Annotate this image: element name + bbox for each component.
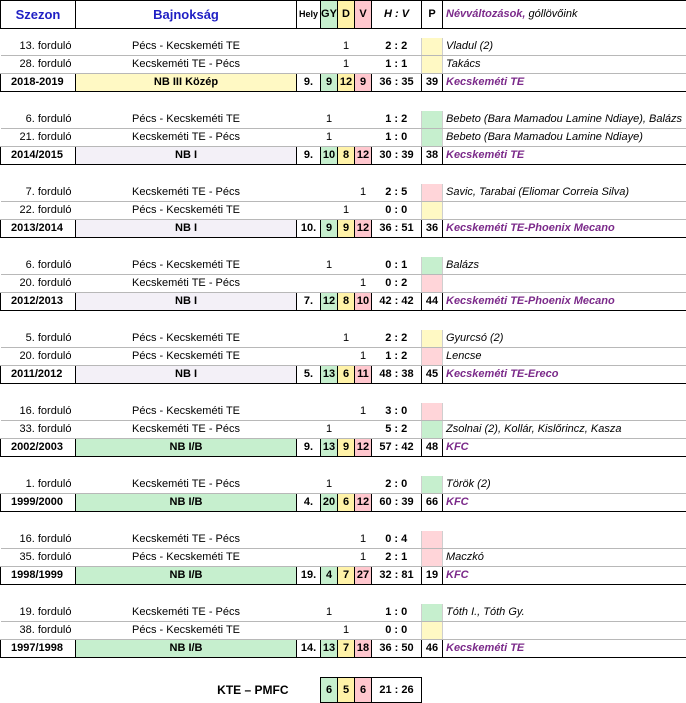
match-result-swatch	[422, 403, 443, 421]
season-draws: 7	[338, 640, 355, 658]
match-empty	[297, 348, 321, 366]
match-win-mark: 1	[321, 111, 338, 129]
season-place: 4.	[297, 494, 321, 512]
match-score: 0 : 1	[372, 257, 422, 275]
match-score: 0 : 0	[372, 622, 422, 640]
match-win-mark: 1	[321, 421, 338, 439]
season-losses: 11	[355, 366, 372, 384]
season-points: 66	[422, 494, 443, 512]
season-losses: 10	[355, 293, 372, 311]
season-draws: 7	[338, 567, 355, 585]
match-round: 7. forduló	[1, 184, 76, 202]
league-name: NB I	[76, 293, 297, 311]
season-summary-row	[1, 567, 686, 585]
match-scorers: Balázs	[443, 257, 686, 275]
match-win-mark: 1	[321, 476, 338, 494]
season-place: 7.	[297, 293, 321, 311]
match-row	[1, 111, 686, 129]
match-scorers: Gyurcsó (2)	[443, 330, 686, 348]
match-round: 33. forduló	[1, 421, 76, 439]
spacer-row	[1, 92, 686, 112]
match-result-swatch	[422, 38, 443, 56]
match-round: 35. forduló	[1, 549, 76, 567]
match-pairing: Pécs - Kecskeméti TE	[76, 549, 297, 567]
match-loss-mark	[355, 111, 372, 129]
season-draws: 12	[338, 74, 355, 92]
total-goals: 21 : 26	[372, 678, 422, 703]
season-points: 44	[422, 293, 443, 311]
match-empty	[297, 622, 321, 640]
match-round: 22. forduló	[1, 202, 76, 220]
spacer-cell	[1, 384, 686, 404]
match-win-mark	[321, 275, 338, 293]
match-round: 6. forduló	[1, 111, 76, 129]
match-pairing: Kecskeméti TE - Pécs	[76, 604, 297, 622]
match-scorers: Török (2)	[443, 476, 686, 494]
season-losses: 12	[355, 220, 372, 238]
match-draw-mark	[338, 403, 355, 421]
match-empty	[297, 129, 321, 147]
match-result-swatch	[422, 476, 443, 494]
season-losses: 12	[355, 439, 372, 457]
match-row	[1, 202, 686, 220]
season-label: 2018-2019	[1, 74, 76, 92]
season-losses: 18	[355, 640, 372, 658]
match-loss-mark: 1	[355, 531, 372, 549]
match-loss-mark	[355, 476, 372, 494]
match-result-swatch	[422, 531, 443, 549]
season-place: 9.	[297, 74, 321, 92]
match-round: 21. forduló	[1, 129, 76, 147]
spacer-row	[1, 512, 686, 532]
match-draw-mark: 1	[338, 330, 355, 348]
season-wins: 13	[321, 366, 338, 384]
header-points: P	[422, 1, 443, 29]
spacer-row	[1, 585, 686, 605]
match-row	[1, 275, 686, 293]
match-scorers: Bebeto (Bara Mamadou Lamine Ndiaye), Balázs	[443, 111, 686, 129]
match-row	[1, 56, 686, 74]
match-draw-mark	[338, 275, 355, 293]
match-draw-mark: 1	[338, 56, 355, 74]
match-win-mark	[321, 622, 338, 640]
match-empty	[297, 476, 321, 494]
league-name: NB I	[76, 147, 297, 165]
match-pairing: Pécs - Kecskeméti TE	[76, 330, 297, 348]
match-win-mark	[321, 56, 338, 74]
season-wins: 9	[321, 74, 338, 92]
season-place: 9.	[297, 147, 321, 165]
match-loss-mark	[355, 421, 372, 439]
season-losses: 27	[355, 567, 372, 585]
season-draws: 6	[338, 494, 355, 512]
team-name: Kecskeméti TE-Ereco	[443, 366, 686, 384]
match-loss-mark: 1	[355, 275, 372, 293]
season-label: 1998/1999	[1, 567, 76, 585]
header-place: Hely	[297, 1, 321, 29]
header-goals: H : V	[372, 1, 422, 29]
spacer-cell	[1, 238, 686, 258]
match-row	[1, 622, 686, 640]
match-row	[1, 403, 686, 421]
header-names-main: Névváltozások,	[446, 8, 525, 20]
total-label: KTE – PMFC	[1, 678, 297, 703]
match-score: 1 : 2	[372, 348, 422, 366]
match-result-swatch	[422, 549, 443, 567]
season-summary-row	[1, 494, 686, 512]
total-losses: 6	[355, 678, 372, 703]
match-loss-mark	[355, 202, 372, 220]
match-empty	[297, 403, 321, 421]
match-score: 5 : 2	[372, 421, 422, 439]
season-place: 9.	[297, 439, 321, 457]
match-win-mark	[321, 348, 338, 366]
match-win-mark	[321, 531, 338, 549]
match-win-mark	[321, 403, 338, 421]
header-league: Bajnokság	[76, 1, 297, 29]
match-pairing: Kecskeméti TE - Pécs	[76, 275, 297, 293]
header-season: Szezon	[1, 1, 76, 29]
league-name: NB I/B	[76, 567, 297, 585]
match-loss-mark: 1	[355, 184, 372, 202]
season-summary-row	[1, 640, 686, 658]
match-empty	[297, 257, 321, 275]
total-row	[1, 678, 686, 703]
season-summary-row	[1, 439, 686, 457]
match-pairing: Kecskeméti TE - Pécs	[76, 56, 297, 74]
match-pairing: Kecskeméti TE - Pécs	[76, 476, 297, 494]
match-loss-mark	[355, 129, 372, 147]
spacer-row	[1, 384, 686, 404]
season-losses: 12	[355, 147, 372, 165]
match-round: 20. forduló	[1, 348, 76, 366]
match-round: 16. forduló	[1, 403, 76, 421]
match-row	[1, 421, 686, 439]
match-win-mark	[321, 330, 338, 348]
spacer-cell	[1, 311, 686, 331]
match-row	[1, 348, 686, 366]
match-pairing: Kecskeméti TE - Pécs	[76, 184, 297, 202]
season-points: 46	[422, 640, 443, 658]
match-win-mark	[321, 38, 338, 56]
season-goals: 42 : 42	[372, 293, 422, 311]
match-empty	[297, 38, 321, 56]
season-losses: 9	[355, 74, 372, 92]
match-round: 13. forduló	[1, 38, 76, 56]
season-draws: 6	[338, 366, 355, 384]
match-row	[1, 549, 686, 567]
season-summary-row	[1, 293, 686, 311]
season-label: 2012/2013	[1, 293, 76, 311]
match-result-swatch	[422, 604, 443, 622]
season-points: 36	[422, 220, 443, 238]
season-place: 14.	[297, 640, 321, 658]
match-score: 0 : 4	[372, 531, 422, 549]
match-pairing: Pécs - Kecskeméti TE	[76, 403, 297, 421]
season-points: 38	[422, 147, 443, 165]
match-scorers: Lencse	[443, 348, 686, 366]
match-row	[1, 257, 686, 275]
header-losses: V	[355, 1, 372, 29]
season-summary-row	[1, 366, 686, 384]
spacer-row	[1, 658, 686, 678]
match-empty	[297, 184, 321, 202]
match-empty	[297, 330, 321, 348]
league-name: NB I/B	[76, 439, 297, 457]
match-result-swatch	[422, 111, 443, 129]
match-draw-mark	[338, 129, 355, 147]
match-empty	[297, 604, 321, 622]
team-name: Kecskeméti TE	[443, 74, 686, 92]
spacer-cell	[1, 29, 686, 39]
spacer-row	[1, 457, 686, 477]
match-empty	[297, 421, 321, 439]
spacer-row	[1, 165, 686, 185]
match-loss-mark	[355, 604, 372, 622]
season-label: 2013/2014	[1, 220, 76, 238]
match-row	[1, 184, 686, 202]
match-loss-mark: 1	[355, 549, 372, 567]
match-pairing: Kecskeméti TE - Pécs	[76, 129, 297, 147]
match-result-swatch	[422, 275, 443, 293]
season-summary-row	[1, 147, 686, 165]
season-draws: 9	[338, 439, 355, 457]
season-label: 2014/2015	[1, 147, 76, 165]
match-empty	[297, 111, 321, 129]
spacer-cell	[1, 512, 686, 532]
match-round: 5. forduló	[1, 330, 76, 348]
header-draws: D	[338, 1, 355, 29]
match-pairing: Pécs - Kecskeméti TE	[76, 38, 297, 56]
season-draws: 8	[338, 147, 355, 165]
match-draw-mark	[338, 604, 355, 622]
team-name: Kecskeméti TE	[443, 147, 686, 165]
match-empty	[297, 275, 321, 293]
match-pairing: Pécs - Kecskeméti TE	[76, 111, 297, 129]
match-score: 1 : 1	[372, 56, 422, 74]
match-loss-mark	[355, 257, 372, 275]
spacer-row	[1, 29, 686, 39]
team-name: KFC	[443, 494, 686, 512]
match-win-mark: 1	[321, 604, 338, 622]
spacer-cell	[1, 585, 686, 605]
season-label: 1999/2000	[1, 494, 76, 512]
match-draw-mark	[338, 257, 355, 275]
season-losses: 12	[355, 494, 372, 512]
match-pairing: Pécs - Kecskeméti TE	[76, 257, 297, 275]
season-draws: 8	[338, 293, 355, 311]
season-label: 2011/2012	[1, 366, 76, 384]
match-score: 2 : 2	[372, 38, 422, 56]
season-wins: 4	[321, 567, 338, 585]
spacer-cell	[1, 457, 686, 477]
season-wins: 20	[321, 494, 338, 512]
header-wins: GY	[321, 1, 338, 29]
spacer-cell	[1, 165, 686, 185]
team-name: KFC	[443, 567, 686, 585]
season-label: 2002/2003	[1, 439, 76, 457]
match-pairing: Kecskeméti TE - Pécs	[76, 531, 297, 549]
match-draw-mark	[338, 531, 355, 549]
match-row	[1, 604, 686, 622]
season-wins: 13	[321, 439, 338, 457]
match-pairing: Pécs - Kecskeméti TE	[76, 202, 297, 220]
season-wins: 10	[321, 147, 338, 165]
total-draws: 5	[338, 678, 355, 703]
match-empty	[297, 549, 321, 567]
match-round: 19. forduló	[1, 604, 76, 622]
season-goals: 36 : 51	[372, 220, 422, 238]
match-score: 2 : 1	[372, 549, 422, 567]
match-round: 38. forduló	[1, 622, 76, 640]
league-name: NB I	[76, 366, 297, 384]
match-round: 16. forduló	[1, 531, 76, 549]
season-points: 39	[422, 74, 443, 92]
league-name: NB I/B	[76, 494, 297, 512]
match-scorers: Zsolnai (2), Kollár, Kislőrincz, Kasza	[443, 421, 686, 439]
match-score: 2 : 0	[372, 476, 422, 494]
match-score: 2 : 2	[372, 330, 422, 348]
match-result-swatch	[422, 184, 443, 202]
match-round: 6. forduló	[1, 257, 76, 275]
match-scorers	[443, 403, 686, 421]
match-empty	[297, 531, 321, 549]
match-result-swatch	[422, 129, 443, 147]
match-scorers: Maczkó	[443, 549, 686, 567]
season-draws: 9	[338, 220, 355, 238]
season-wins: 13	[321, 640, 338, 658]
match-scorers: Tóth I., Tóth Gy.	[443, 604, 686, 622]
match-score: 1 : 0	[372, 604, 422, 622]
season-wins: 9	[321, 220, 338, 238]
match-loss-mark	[355, 330, 372, 348]
match-draw-mark	[338, 111, 355, 129]
match-score: 1 : 0	[372, 129, 422, 147]
match-result-swatch	[422, 348, 443, 366]
match-win-mark	[321, 184, 338, 202]
match-win-mark	[321, 202, 338, 220]
match-scorers: Vladul (2)	[443, 38, 686, 56]
match-round: 20. forduló	[1, 275, 76, 293]
season-place: 19.	[297, 567, 321, 585]
match-draw-mark: 1	[338, 622, 355, 640]
match-score: 2 : 5	[372, 184, 422, 202]
match-pairing: Pécs - Kecskeméti TE	[76, 348, 297, 366]
match-loss-mark	[355, 38, 372, 56]
match-row	[1, 476, 686, 494]
match-score: 1 : 2	[372, 111, 422, 129]
season-place: 10.	[297, 220, 321, 238]
match-win-mark: 1	[321, 257, 338, 275]
match-scorers: Takács	[443, 56, 686, 74]
match-win-mark: 1	[321, 129, 338, 147]
match-scorers	[443, 622, 686, 640]
match-result-swatch	[422, 330, 443, 348]
match-scorers: Bebeto (Bara Mamadou Lamine Ndiaye)	[443, 129, 686, 147]
season-goals: 57 : 42	[372, 439, 422, 457]
match-round: 28. forduló	[1, 56, 76, 74]
match-win-mark	[321, 549, 338, 567]
season-points: 48	[422, 439, 443, 457]
season-points: 45	[422, 366, 443, 384]
match-draw-mark: 1	[338, 202, 355, 220]
match-draw-mark	[338, 348, 355, 366]
match-scorers	[443, 275, 686, 293]
match-scorers	[443, 531, 686, 549]
match-row	[1, 129, 686, 147]
match-row	[1, 330, 686, 348]
match-scorers: Savic, Tarabai (Eliomar Correia Silva)	[443, 184, 686, 202]
match-draw-mark	[338, 476, 355, 494]
season-summary-row	[1, 74, 686, 92]
match-draw-mark	[338, 184, 355, 202]
spacer-cell	[1, 92, 686, 112]
match-pairing: Kecskeméti TE - Pécs	[76, 421, 297, 439]
league-name: NB III Közép	[76, 74, 297, 92]
season-goals: 36 : 35	[372, 74, 422, 92]
season-goals: 32 : 81	[372, 567, 422, 585]
match-loss-mark	[355, 622, 372, 640]
match-score: 3 : 0	[372, 403, 422, 421]
season-goals: 60 : 39	[372, 494, 422, 512]
match-loss-mark: 1	[355, 403, 372, 421]
match-round: 1. forduló	[1, 476, 76, 494]
match-result-swatch	[422, 202, 443, 220]
match-scorers	[443, 202, 686, 220]
league-name: NB I/B	[76, 640, 297, 658]
match-draw-mark	[338, 421, 355, 439]
match-result-swatch	[422, 257, 443, 275]
header-names-sub: góllövőink	[525, 8, 577, 20]
spacer-row	[1, 238, 686, 258]
match-loss-mark	[355, 56, 372, 74]
team-name: Kecskeméti TE	[443, 640, 686, 658]
match-empty	[297, 56, 321, 74]
match-row	[1, 531, 686, 549]
league-name: NB I	[76, 220, 297, 238]
match-empty	[297, 202, 321, 220]
match-result-swatch	[422, 421, 443, 439]
match-draw-mark	[338, 549, 355, 567]
season-summary-row	[1, 220, 686, 238]
match-result-swatch	[422, 622, 443, 640]
spacer-row	[1, 311, 686, 331]
match-draw-mark: 1	[338, 38, 355, 56]
team-name: Kecskeméti TE-Phoenix Mecano	[443, 220, 686, 238]
total-wins: 6	[321, 678, 338, 703]
season-place: 5.	[297, 366, 321, 384]
team-name: Kecskeméti TE-Phoenix Mecano	[443, 293, 686, 311]
season-goals: 36 : 50	[372, 640, 422, 658]
match-row	[1, 38, 686, 56]
match-pairing: Pécs - Kecskeméti TE	[76, 622, 297, 640]
match-loss-mark: 1	[355, 348, 372, 366]
season-goals: 48 : 38	[372, 366, 422, 384]
season-points: 19	[422, 567, 443, 585]
match-score: 0 : 0	[372, 202, 422, 220]
header-names	[443, 1, 686, 29]
season-wins: 12	[321, 293, 338, 311]
header-row	[1, 1, 686, 29]
season-label: 1997/1998	[1, 640, 76, 658]
season-goals: 30 : 39	[372, 147, 422, 165]
match-score: 0 : 2	[372, 275, 422, 293]
match-result-swatch	[422, 56, 443, 74]
team-name: KFC	[443, 439, 686, 457]
